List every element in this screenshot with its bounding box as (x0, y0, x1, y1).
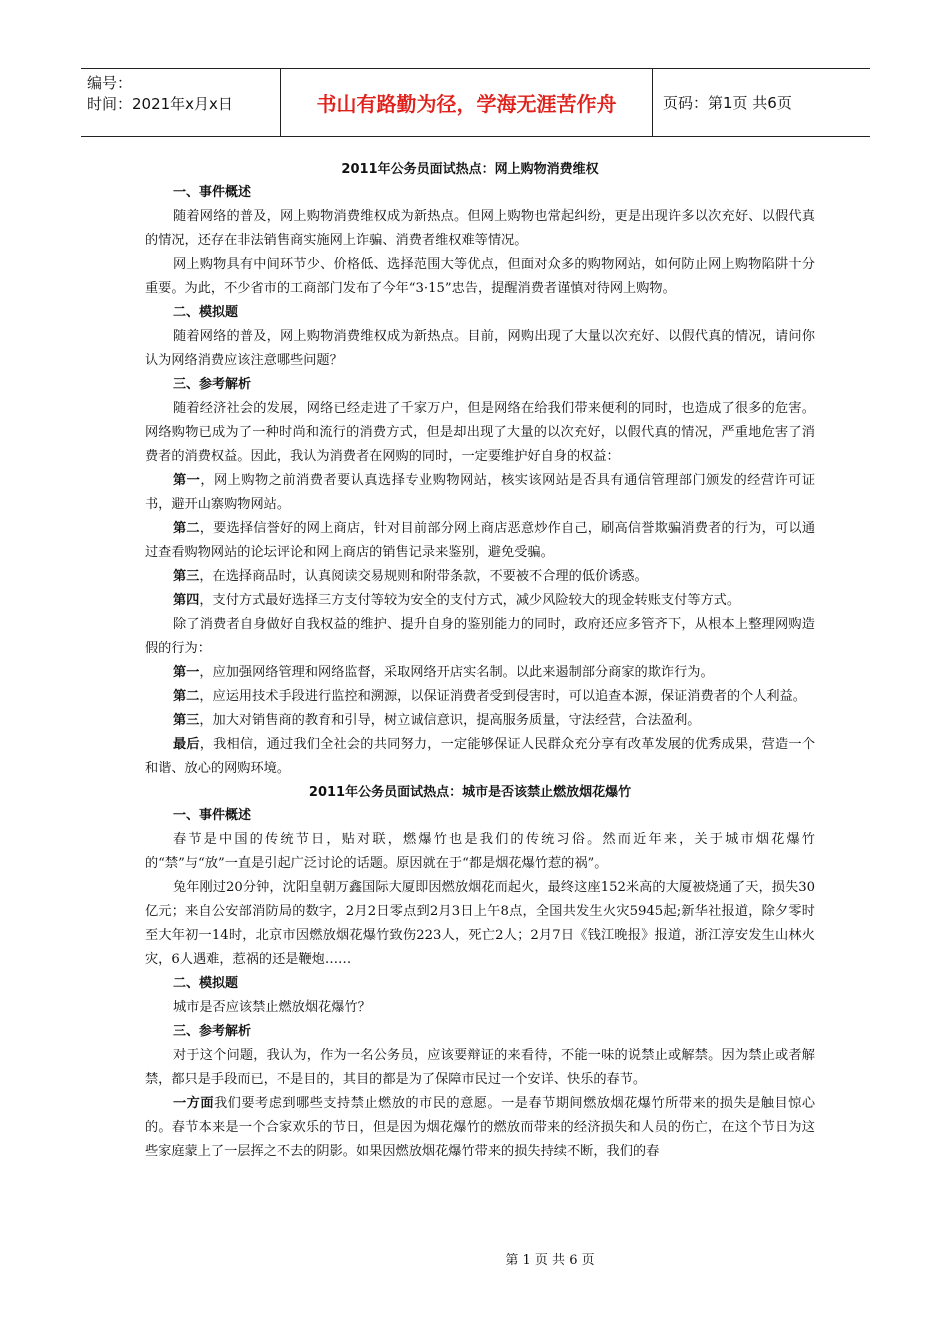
paragraph-text: ，应运用技术手段进行监控和溯源，以保证消费者受到侵害时，可以追查本源，保证消费者的个人利益。 (199, 689, 806, 704)
article1-paragraph (145, 589, 815, 613)
article2-paragraph: 兔年刚过20分钟，沈阳皇朝万鑫国际大厦即因燃放烟花而起火，最终这座152米高的大厦被烧通了天，损失30亿元；来自公安部消防局的数字，2月2日零点到2月3日上午8点，全国共发生火灾5945起;新华社报道，除夕零时至大年初一14时，北京市因燃放烟花爆竹致伤223人，死亡2人；2月7日《钱江晚报》报道，浙江淳安发生山林火灾，6人遇难，惹祸的还是鞭炮…… (145, 880, 815, 967)
article1-title: 2011年公务员面试热点：网上购物消费维权 (341, 162, 599, 177)
article1-paragraph: 随着网络的普及，网上购物消费维权成为新热点。目前，网购出现了大量以次充好、以假代真的情况，请问你认为网络消费应该注意哪些问题？ (145, 329, 815, 368)
page-footer: 第 1 页 共 6 页 (505, 1253, 595, 1268)
paragraph-lead: 第二 (173, 689, 200, 704)
article1-paragraph (145, 733, 815, 781)
article1-section-3: 三、参考解析 (173, 377, 252, 392)
header-page-number: 页码：第1页 共6页 (663, 94, 792, 112)
article2-section-2: 二、模拟题 (173, 976, 239, 991)
article2-paragraph (145, 1092, 815, 1164)
paragraph-lead: 第一 (173, 473, 201, 488)
article1-section-2: 二、模拟题 (173, 305, 239, 320)
paragraph-lead: 第三 (173, 713, 200, 728)
article1-paragraph (145, 685, 815, 709)
paragraph-text: ，支付方式最好选择三方支付等较为安全的支付方式，减少风险较大的现金转账支付等方式。 (199, 593, 741, 608)
article1-paragraph: 随着网络的普及，网上购物消费维权成为新热点。但网上购物也常起纠纷，更是出现许多以次充好、以假代真的情况，还存在非法销售商实施网上诈骗、消费者维权难等情况。 (145, 209, 815, 248)
paragraph-lead: 第三 (173, 569, 200, 584)
paragraph-lead: 一方面 (173, 1096, 215, 1111)
article1-paragraph (145, 709, 815, 733)
article1-section-1: 一、事件概述 (173, 185, 252, 200)
paragraph-text: ，应加强网络管理和网络监督，采取网络开店实名制。以此来遏制部分商家的欺诈行为。 (199, 665, 714, 680)
article1-paragraph (145, 661, 815, 685)
paragraph-text: ，要选择信誉好的网上商店，针对目前部分网上商店恶意炒作自己，刷高信誉欺骗消费者的行为，可以通过查看购物网站的论坛评论和网上商店的销售记录来鉴别，避免受骗。 (145, 521, 816, 560)
article2-paragraph: 城市是否应该禁止燃放烟花爆竹？ (173, 1000, 371, 1015)
header-meta (81, 69, 281, 136)
article1-paragraph: 除了消费者自身做好自我权益的维护、提升自身的鉴别能力的同时，政府还应多管齐下，从根本上整理网购造假的行为： (145, 617, 815, 656)
header-motto: 书山有路勤为径，学海无涯苦作舟 (281, 69, 653, 136)
header-date: 时间：2021年x月x日 (87, 95, 233, 113)
article2-section-3: 三、参考解析 (173, 1024, 252, 1039)
paragraph-text: 我们要考虑到哪些支持禁止燃放的市民的意愿。一是春节期间燃放烟花爆竹所带来的损失是触目惊心的。春节本来是一个合家欢乐的节日，但是因为烟花爆竹的燃放而带来的经济损失和人员的伤亡，在这个节日为这些家庭蒙上了一层挥之不去的阴影。如果因燃放烟花爆竹带来的损失持续不断，我们的春 (145, 1096, 816, 1159)
paragraph-text: ，在选择商品时，认真阅读交易规则和附带条款，不要被不合理的低价诱惑。 (199, 569, 648, 584)
article1-paragraph (145, 469, 815, 517)
article2-paragraph: 春节是中国的传统节日，贴对联，燃爆竹也是我们的传统习俗。然而近年来，关于城市烟花爆竹的“禁”与“放”一直是引起广泛讨论的话题。原因就在于“都是烟花爆竹惹的祸”。 (145, 832, 815, 871)
paragraph-lead: 第四 (173, 593, 200, 608)
article2-paragraph: 对于这个问题，我认为，作为一名公务员，应该要辩证的来看待，不能一味的说禁止或解禁。因为禁止或者解禁，都只是手段而已，不是目的，其目的都是为了保障市民过一个安详、快乐的春节。 (145, 1048, 815, 1087)
header-number: 编号： (87, 74, 133, 92)
paragraph-text: ，网上购物之前消费者要认真选择专业购物网站，核实该网站是否具有通信管理部门颁发的经营许可证书，避开山寨购物网站。 (145, 473, 815, 512)
document-body (145, 158, 815, 1164)
article1-paragraph (145, 517, 815, 565)
article1-paragraph: 网上购物具有中间环节少、价格低、选择范围大等优点，但面对众多的购物网站，如何防止网上购物陷阱十分重要。为此，不少省市的工商部门发布了今年“3·15”忠告，提醒消费者谨慎对待网上购物。 (145, 257, 815, 296)
page-header (81, 68, 870, 137)
article2-title: 2011年公务员面试热点：城市是否该禁止燃放烟花爆竹 (308, 785, 632, 800)
article2-section-1: 一、事件概述 (173, 808, 252, 823)
article1-paragraph (145, 565, 815, 589)
paragraph-lead: 第二 (173, 521, 200, 536)
paragraph-text: ，我相信，通过我们全社会的共同努力，一定能够保证人民群众充分享有改革发展的优秀成果，营造一个和谐、放心的网购环境。 (145, 737, 816, 776)
article1-paragraph: 随着经济社会的发展，网络已经走进了千家万户，但是网络在给我们带来便利的同时，也造成了很多的危害。网络购物已成为了一种时尚和流行的消费方式，但是却出现了大量的以次充好，以假代真的情况，严重地危害了消费者的消费权益。因此，我认为消费者在网购的同时，一定要维护好自身的权益： (145, 401, 815, 464)
paragraph-lead: 最后 (173, 737, 200, 752)
paragraph-lead: 第一 (173, 665, 200, 680)
paragraph-text: ，加大对销售商的教育和引导，树立诚信意识，提高服务质量，守法经营，合法盈利。 (199, 713, 701, 728)
